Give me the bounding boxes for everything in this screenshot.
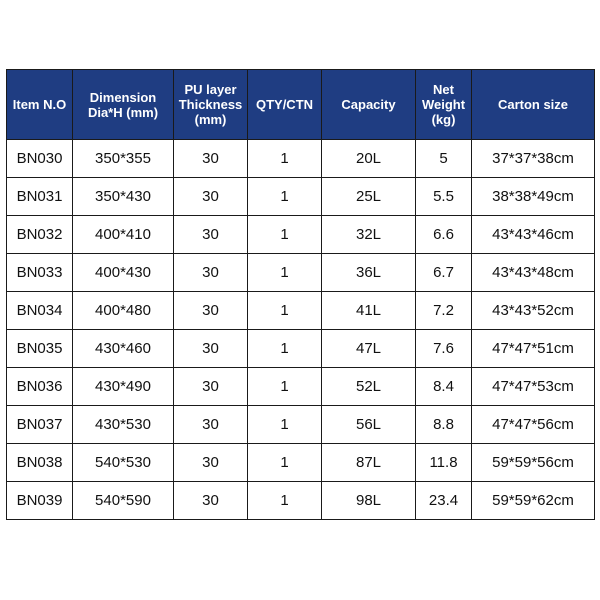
cell-dimension: 430*490 — [73, 368, 174, 406]
header-dimension — [73, 70, 174, 140]
cell-dimension: 430*530 — [73, 406, 174, 444]
cell-carton-size: 43*43*48cm — [472, 254, 595, 292]
header-line: Capacity — [341, 97, 396, 112]
cell-qty-ctn: 1 — [248, 444, 322, 482]
header-line: Dimension — [89, 89, 157, 105]
cell-net-weight: 6.7 — [416, 254, 472, 292]
cell-net-weight: 7.2 — [416, 292, 472, 330]
cell-qty-ctn: 1 — [248, 178, 322, 216]
cell-item-no: BN037 — [7, 406, 73, 444]
cell-item-no: BN034 — [7, 292, 73, 330]
cell-item-no: BN036 — [7, 368, 73, 406]
cell-qty-ctn: 1 — [248, 292, 322, 330]
cell-item-no: BN033 — [7, 254, 73, 292]
cell-dimension: 400*480 — [73, 292, 174, 330]
table-row — [7, 216, 595, 254]
header-carton-size — [472, 70, 595, 140]
header-line: Carton size — [497, 97, 569, 112]
header-line: Item N.O — [12, 97, 67, 112]
cell-pu-thickness: 30 — [174, 406, 248, 444]
cell-qty-ctn: 1 — [248, 216, 322, 254]
table-row — [7, 140, 595, 178]
cell-pu-thickness: 30 — [174, 292, 248, 330]
cell-capacity: 56L — [322, 406, 416, 444]
table-row — [7, 178, 595, 216]
header-capacity — [322, 70, 416, 140]
cell-pu-thickness: 30 — [174, 482, 248, 520]
header-line: (mm) — [194, 112, 227, 127]
header-line: PU layer — [184, 82, 237, 97]
cell-dimension: 350*355 — [73, 140, 174, 178]
cell-net-weight: 5.5 — [416, 178, 472, 216]
cell-dimension: 540*590 — [73, 482, 174, 520]
cell-carton-size: 47*47*51cm — [472, 330, 595, 368]
header-row — [7, 70, 595, 140]
cell-qty-ctn: 1 — [248, 406, 322, 444]
cell-item-no: BN032 — [7, 216, 73, 254]
cell-pu-thickness: 30 — [174, 140, 248, 178]
header-line: Dia*H (mm) — [87, 104, 159, 120]
header-qty-ctn — [248, 70, 322, 140]
table-body — [7, 140, 595, 520]
cell-net-weight: 7.6 — [416, 330, 472, 368]
cell-qty-ctn: 1 — [248, 140, 322, 178]
header-line: (kg) — [431, 112, 456, 127]
cell-qty-ctn: 1 — [248, 482, 322, 520]
cell-item-no: BN039 — [7, 482, 73, 520]
header-line: Net — [433, 82, 454, 97]
header-item-no — [7, 70, 73, 140]
cell-capacity: 52L — [322, 368, 416, 406]
cell-dimension: 400*410 — [73, 216, 174, 254]
cell-carton-size: 47*47*53cm — [472, 368, 595, 406]
table-row — [7, 444, 595, 482]
header-line: QTY/CTN — [255, 97, 314, 112]
table-row — [7, 254, 595, 292]
cell-dimension: 430*460 — [73, 330, 174, 368]
spec-table — [6, 69, 595, 520]
cell-qty-ctn: 1 — [248, 368, 322, 406]
cell-item-no: BN038 — [7, 444, 73, 482]
header-net-weight — [416, 70, 472, 140]
header-line: Thickness — [178, 97, 243, 112]
cell-capacity: 20L — [322, 140, 416, 178]
cell-pu-thickness: 30 — [174, 178, 248, 216]
cell-capacity: 25L — [322, 178, 416, 216]
cell-capacity: 47L — [322, 330, 416, 368]
cell-net-weight: 5 — [416, 140, 472, 178]
table-row — [7, 292, 595, 330]
cell-pu-thickness: 30 — [174, 330, 248, 368]
cell-capacity: 98L — [322, 482, 416, 520]
cell-qty-ctn: 1 — [248, 254, 322, 292]
cell-carton-size: 37*37*38cm — [472, 140, 595, 178]
cell-item-no: BN031 — [7, 178, 73, 216]
cell-dimension: 540*530 — [73, 444, 174, 482]
table-header — [7, 70, 595, 140]
header-line: Weight — [421, 97, 466, 112]
cell-net-weight: 8.8 — [416, 406, 472, 444]
cell-capacity: 32L — [322, 216, 416, 254]
cell-carton-size: 47*47*56cm — [472, 406, 595, 444]
cell-net-weight: 11.8 — [416, 444, 472, 482]
cell-qty-ctn: 1 — [248, 330, 322, 368]
cell-pu-thickness: 30 — [174, 444, 248, 482]
cell-carton-size: 38*38*49cm — [472, 178, 595, 216]
cell-capacity: 87L — [322, 444, 416, 482]
cell-carton-size: 59*59*62cm — [472, 482, 595, 520]
cell-capacity: 41L — [322, 292, 416, 330]
cell-capacity: 36L — [322, 254, 416, 292]
cell-dimension: 400*430 — [73, 254, 174, 292]
cell-pu-thickness: 30 — [174, 368, 248, 406]
cell-net-weight: 23.4 — [416, 482, 472, 520]
table-row — [7, 330, 595, 368]
cell-net-weight: 6.6 — [416, 216, 472, 254]
table-row — [7, 482, 595, 520]
header-pu-thickness — [174, 70, 248, 140]
cell-net-weight: 8.4 — [416, 368, 472, 406]
cell-pu-thickness: 30 — [174, 216, 248, 254]
table-row — [7, 406, 595, 444]
cell-pu-thickness: 30 — [174, 254, 248, 292]
table-row — [7, 368, 595, 406]
cell-item-no: BN030 — [7, 140, 73, 178]
cell-carton-size: 43*43*52cm — [472, 292, 595, 330]
cell-carton-size: 43*43*46cm — [472, 216, 595, 254]
cell-carton-size: 59*59*56cm — [472, 444, 595, 482]
cell-dimension: 350*430 — [73, 178, 174, 216]
cell-item-no: BN035 — [7, 330, 73, 368]
